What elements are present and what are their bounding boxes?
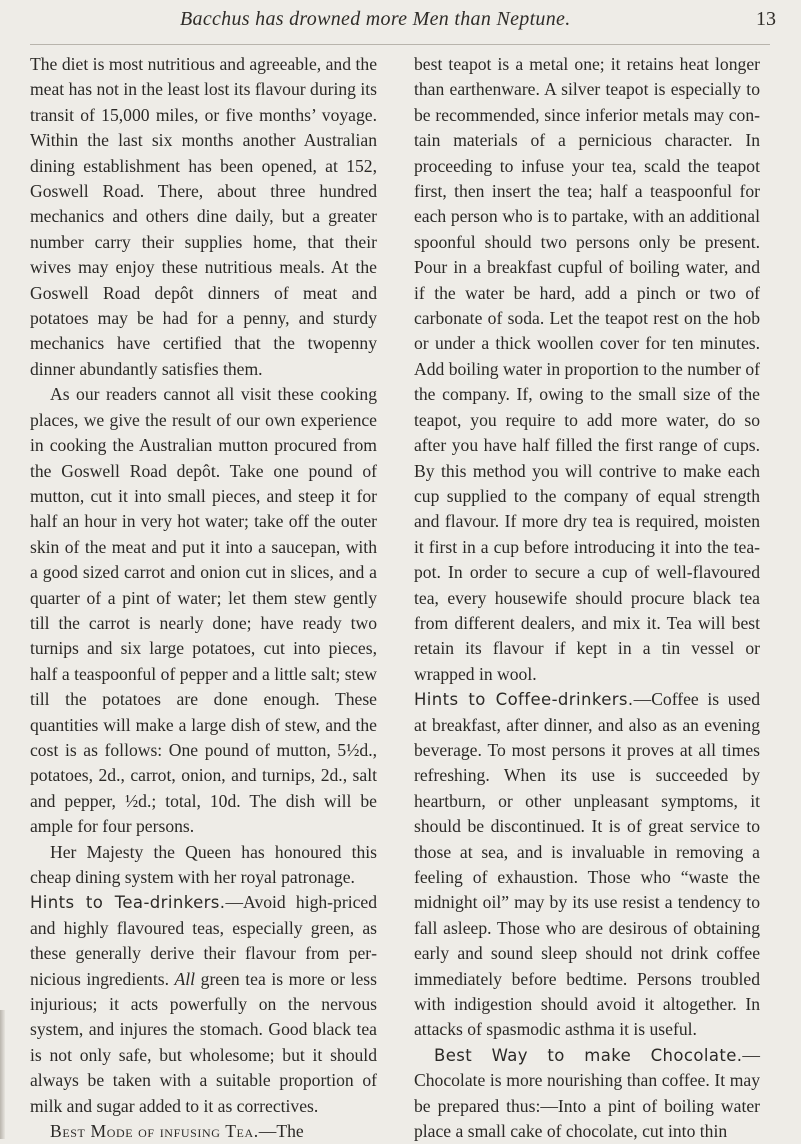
paragraph-tea-drinkers — [30, 890, 377, 1119]
binding-shadow — [0, 1010, 5, 1139]
heading-coffee-drinkers: Hints to Coffee-drinkers. — [414, 690, 634, 710]
heading-infusing-tea: Best Mode of infusing Tea. — [50, 1121, 259, 1142]
paragraph-royal-patronage: Her Majesty the Queen has honoured this cheap dining system with her royal patronage. — [30, 841, 377, 887]
paragraph-chocolate — [414, 1043, 760, 1144]
tea-drinkers-text: —Avoid high-priced and highly flavoured teas, especially green, as these generally derive their flavour from pernicious ingredients. — [30, 892, 377, 989]
page-number: 13 — [756, 8, 776, 30]
header-rule — [30, 44, 770, 45]
right-column — [414, 52, 760, 1144]
paragraph-coffee-drinkers — [414, 687, 760, 1043]
chocolate-text: —Chocolate is more nourishing than coffee. It may be prepared thus:—Into a pint of boiling water place a small cake of chocolate, cut into thin — [414, 1044, 760, 1142]
heading-chocolate: Best Way to make Chocolate. — [434, 1045, 743, 1065]
infusing-tea-text: —The — [258, 1121, 304, 1142]
paragraph-teapot: best teapot is a metal one; it retains heat longer than earthenware. A silver teapot is especially to be recommended, since inferior metals may contain materials of a pernicious character. In proceeding to infuse your tea, scald the teapot first, then insert the tea; half a teaspoonful for each person who is to partake, with an additional spoonful should two persons only be present. Pour in a breakfast cupful of boiling water, and if the water be hard, add a pinch or two of carbonate of soda. Let the teapot rest on the hob or under a thick woollen cover for ten minutes. Add boiling water in proportion to the number of the company. If, owing to the small size of the teapot, you require to add more water, do so after you have half filled the first range of cups. By this method you will contrive to make each cup supplied to the company of equal strength and flavour. If more dry tea is required, moisten it first in a cup before introducing it into the teapot. In order to secure a cup of well-flavoured tea, every housewife should procure black tea from different dealers, and mix it. Tea will best retain its flavour if kept in a tin vessel or wrapped in wool. — [414, 54, 760, 684]
tea-drinkers-emphasis: All — [174, 968, 196, 989]
coffee-drinkers-text: —Coffee is used at breakfast, after dinner, and also as an evening beverage. To most persons it proves at all times refreshing. When its use is succeeded by heartburn, or other unpleasant symptoms, it should be discontinued. It is of great service to those at sea, and is invaluable in removing a feeling of exhaustion. Those who “waste the midnight oil” may by its use resist a tendency to fall asleep. Those who are desirous of obtaining early and sound sleep should not drink coffee immediately before bedtime. Persons troubled with indigestion should avoid it altogether. In attacks of spasmodic asthma it is useful. — [414, 689, 760, 1040]
paragraph-australian-dining: The diet is most nutritious and agreeable, and the meat has not in the least lost its flavour during its transit of 15,000 miles, or five months’ voyage. Within the last six months another Australian dining establishment has been opened, at 152, Goswell Road. There, about three hundred mechanics and others dine daily, but a greater number carry their supplies home, that their wives may enjoy these nutritious meals. At the Goswell Road depôt dinners of meat and potatoes may be had for a penny, and sturdy mechanics have certified that the twopenny dinner abundantly satisfies them. — [30, 54, 377, 379]
running-head — [0, 6, 801, 36]
tea-drinkers-text-2: green tea is more or less injurious; it acts powerfully on the nervous system, and injures the stomach. Good black tea is not only safe, but wholesome; but it should always be taken with a suitable proportion of milk and sugar added to it as correctives. — [30, 968, 377, 1116]
left-column — [30, 52, 377, 1144]
running-title: Bacchus has drowned more Men than Neptune. — [180, 8, 571, 30]
paragraph-infusing-tea — [30, 1119, 377, 1144]
heading-tea-drinkers: Hints to Tea-drinkers. — [30, 893, 226, 913]
paragraph-mutton-recipe: As our readers cannot all visit these cooking places, we give the result of our own experience in cooking the Australian mutton procured from the Goswell Road depôt. Take one pound of mutton, cut it into small pieces, and steep it for half an hour in very hot water; take off the outer skin of the meat and put it into a saucepan, with a good sized carrot and onion cut in slices, and a quarter of a pint of water; let them stew gently till the carrot is nearly done; have ready two turnips and six large potatoes, cut into pieces, half a teaspoonful of pepper and a little salt; stew till the potatoes are done enough. These quantities will make a large dish of stew, and the cost is as follows: One pound of mutton, 5½d., potatoes, 2d., carrot, onion, and turnips, 2d., salt and pepper, ½d.; total, 10d. The dish will be ample for four persons. — [30, 384, 377, 837]
